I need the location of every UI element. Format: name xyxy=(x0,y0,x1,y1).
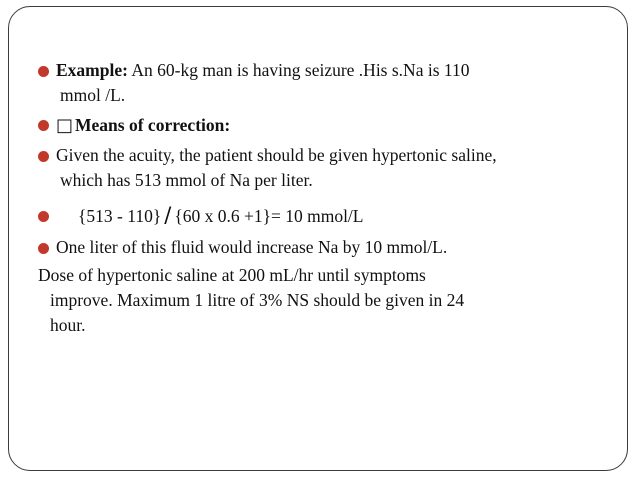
bullet-dot-icon xyxy=(38,151,49,162)
bullet-hypertonic-saline xyxy=(38,143,598,193)
dose-paragraph-line-2: improve. Maximum 1 litre of 3% NS should be given in 24 xyxy=(50,290,465,310)
formula-denominator-result: {60 x 0.6 +1}= 10 mmol/L xyxy=(174,206,364,226)
example-text-continued: mmol /L. xyxy=(60,85,126,105)
bullet-example xyxy=(38,58,598,108)
means-of-correction-heading: Means of correction: xyxy=(75,115,231,135)
bullet-dot-icon xyxy=(38,243,49,254)
bullet-dot-icon xyxy=(38,211,49,222)
sodium-increase-text: One liter of this fluid would increase Na by 10 mmol/L. xyxy=(56,237,448,257)
bullet-dot-icon xyxy=(38,120,49,131)
bullet-sodium-increase xyxy=(38,235,598,260)
hypertonic-saline-text-continued: which has 513 mmol of Na per liter. xyxy=(60,170,313,190)
hypertonic-saline-text: Given the acuity, the patient should be given hypertonic saline, xyxy=(56,145,497,165)
bullet-formula xyxy=(38,203,598,229)
slide-content xyxy=(38,58,598,338)
bullet-dot-icon xyxy=(38,66,49,77)
dose-paragraph-line-1: Dose of hypertonic saline at 200 mL/hr until symptoms xyxy=(38,265,426,285)
example-label: Example: xyxy=(56,60,128,80)
formula-division-slash: / xyxy=(164,203,172,227)
formula xyxy=(56,203,364,227)
dose-paragraph-line-3: hour. xyxy=(50,315,86,335)
formula-numerator: {513 - 110} xyxy=(78,206,162,226)
checkbox-glyph-icon: □ xyxy=(56,115,74,136)
bullet-means-of-correction xyxy=(38,113,598,138)
dose-paragraph xyxy=(38,263,598,338)
example-text: An 60-kg man is having seizure .His s.Na is 110 xyxy=(127,60,470,80)
